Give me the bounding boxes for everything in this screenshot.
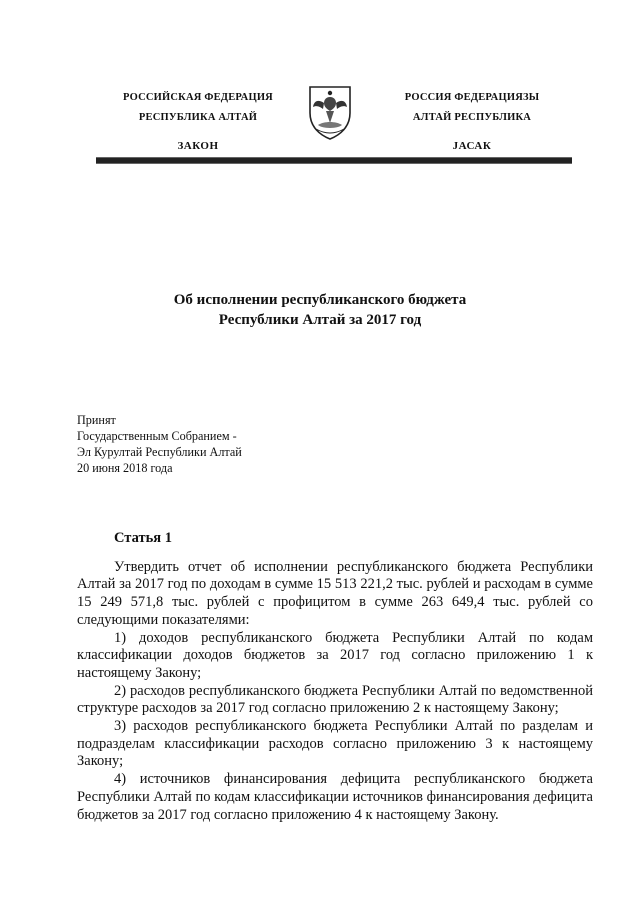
- article-paragraph: 4) источников финансирования дефицита республиканского бюджета Республики Алтай по кодам классификации источников финансирования дефицита бюджетов за 2017 год согласно приложению 4 к настоящему Закону.: [77, 771, 593, 823]
- header-left-law: ЗАКОН: [177, 140, 219, 152]
- adoption-date: 20 июня 2018 года: [77, 461, 173, 475]
- adoption-line1: Принят: [77, 413, 116, 427]
- article-paragraph: 3) расходов республиканского бюджета Республики Алтай по разделам и подразделам классификации расходов согласно приложению 3 к настоящему Закону;: [77, 718, 593, 770]
- document-title-line2: Республики Алтай за 2017 год: [218, 312, 422, 328]
- adoption-note: [77, 412, 242, 476]
- header-right-block: [372, 88, 572, 156]
- article-heading: Статья 1: [114, 530, 172, 546]
- document-title-line1: Об исполнении республиканского бюджета: [173, 292, 467, 308]
- document-title: [80, 290, 560, 330]
- altai-coat-of-arms-icon: [304, 83, 356, 141]
- header-right-law: JАСАК: [452, 140, 492, 152]
- adoption-line3: Эл Курултай Республики Алтай: [77, 445, 242, 459]
- article-body: [77, 559, 593, 825]
- article-paragraph: 1) доходов республиканского бюджета Республики Алтай по кодам классификации доходов бюджетов за 2017 год согласно приложению 1 к настоящему Закону;: [77, 629, 593, 681]
- header-divider: [96, 157, 572, 164]
- header-right-country: РОССИЯ ФЕДЕРАЦИЯЗЫ: [404, 92, 540, 103]
- header-left-republic: РЕСПУБЛИКА АЛТАЙ: [138, 112, 258, 123]
- header-left-block: [98, 88, 298, 156]
- header-right-republic: АЛТАЙ РЕСПУБЛИКА: [412, 112, 532, 123]
- article-paragraph: Утвердить отчет об исполнении республиканского бюджета Республики Алтай за 2017 год по доходам в сумме 15 513 221,2 тыс. рублей и расходам в сумме 15 249 571,8 тыс. рублей с профицитом в сумме 263 649,4 тыс. рублей со следующими показателями:: [77, 558, 593, 628]
- article-1: [77, 530, 593, 824]
- header-left-country: РОССИЙСКАЯ ФЕДЕРАЦИЯ: [123, 92, 273, 103]
- adoption-line2: Государственным Собранием -: [77, 429, 237, 443]
- article-paragraph: 2) расходов республиканского бюджета Республики Алтай по ведомственной структуре расходов за 2017 год согласно приложению 2 к настоящему Закону;: [77, 682, 593, 717]
